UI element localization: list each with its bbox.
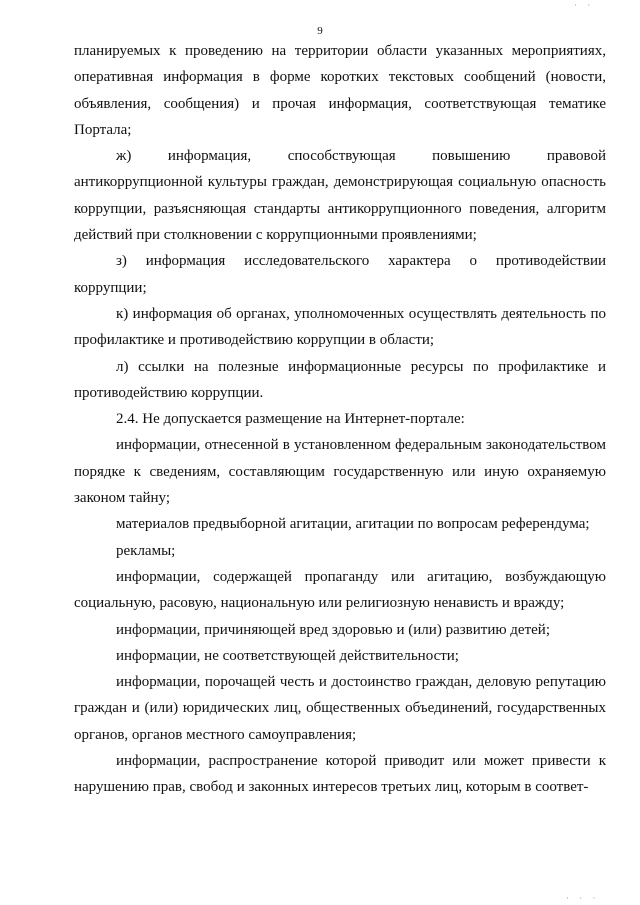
paragraph: информации, причиняющей вред здоровью и (или) развитию детей;	[116, 621, 550, 638]
paragraph: ж) информация, способствующая повышению правовой антикоррупционной культуры граждан, демонстрирующая социальную опасность коррупции, разъясняющая стандарты антикоррупционного поведения, алгоритм действий при столкновении с коррупционными проявлениями;	[74, 148, 606, 244]
paragraph: з) информация исследовательского характера о противодействии коррупции;	[74, 253, 606, 296]
paragraph: информации, порочащей честь и достоинство граждан, деловую репутацию граждан и (или) юридических лиц, общественных объединений, государственных органов, органов местного самоуправления;	[74, 674, 606, 743]
paragraph: информации, распространение которой приводит или может привести к нарушению прав, свобод и законных интересов третьих лиц, которым в соответ-	[74, 753, 606, 796]
paragraph: материалов предвыборной агитации, агитации по вопросам референдума;	[116, 516, 590, 533]
paragraph: 2.4. Не допускается размещение на Интернет-портале:	[116, 411, 465, 428]
paragraph: рекламы;	[116, 542, 176, 559]
document-body	[74, 38, 606, 801]
page-number: 9	[317, 25, 323, 37]
paragraph: информации, отнесенной в установленном федеральным законодательством порядке к сведениям, составляющим государственную или иную охраняемую законом тайну;	[74, 437, 606, 507]
paragraph: информации, содержащей пропаганду или агитацию, возбуждающую социальную, расовую, национальную или религиозную ненависть и вражду;	[74, 568, 606, 612]
scan-mark-bottom-right: · · ·	[566, 893, 600, 903]
paragraph: л) ссылки на полезные информационные ресурсы по профилактике и противодействию коррупции.	[74, 358, 606, 401]
paragraph: информации, не соответствующей действительности;	[116, 647, 459, 664]
paragraph: к) информация об органах, уполномоченных осуществлять деятельность по профилактике и противодействию коррупции в области;	[74, 305, 606, 349]
scan-mark-top-right: · ·	[574, 0, 595, 10]
paragraph: планируемых к проведению на территории области указанных мероприятиях, оперативная информация в форме коротких текстовых сообщений (новости, объявления, сообщения) и прочая информация, соответствующая тематике Портала;	[74, 43, 606, 138]
